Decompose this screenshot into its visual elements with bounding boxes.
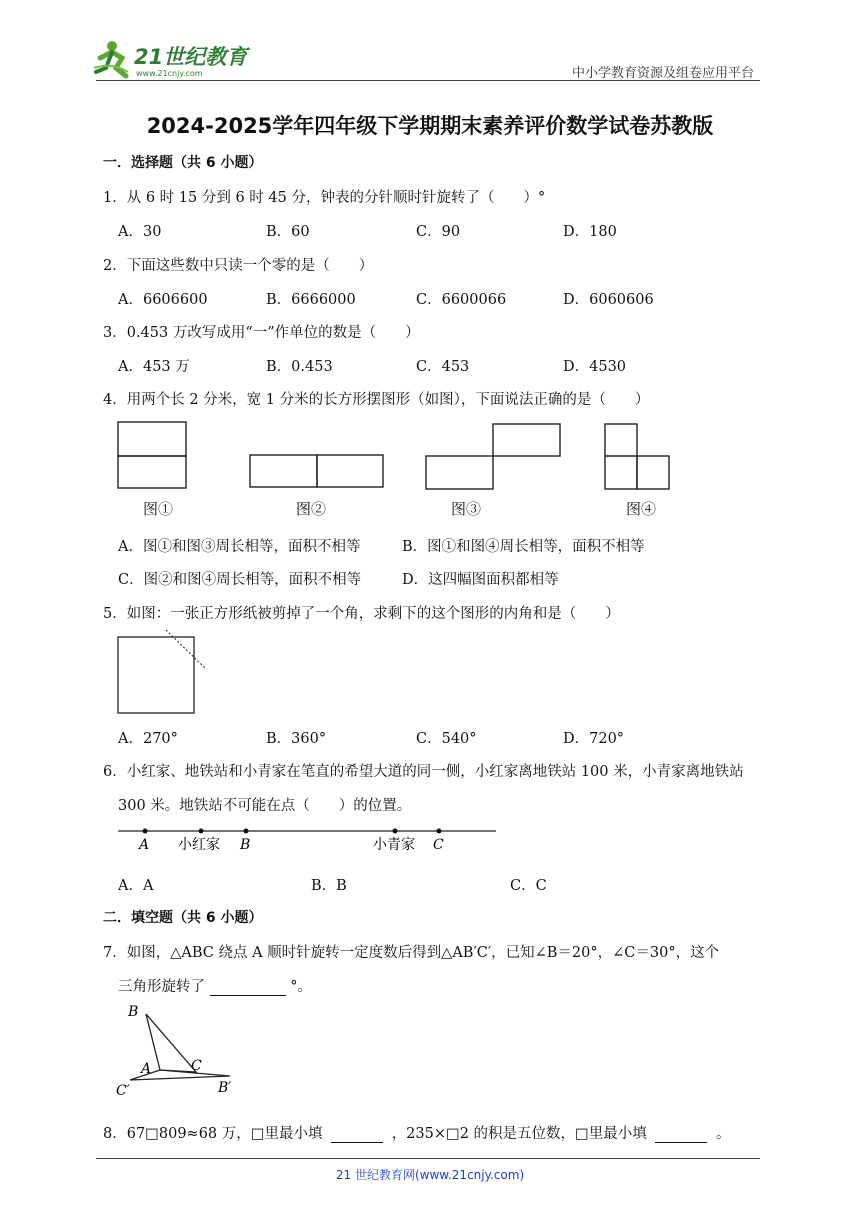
q6-road-line-figure	[110, 822, 510, 856]
fig3-rect-left	[426, 456, 493, 489]
q6-option-c: C．C	[510, 878, 547, 894]
q5-option-b: B．360°	[266, 731, 327, 747]
q6-option-b: B．B	[311, 878, 347, 894]
logo-text: 21世纪教育	[134, 45, 248, 69]
q5-option-c: C．540°	[416, 731, 477, 747]
q5-option-d: D．720°	[563, 731, 625, 747]
q6-option-a: A．A	[118, 878, 154, 894]
fig4-label: 图④	[626, 500, 657, 518]
fig1-rect-top	[118, 422, 186, 456]
question-6-stem-line2: 300 米。地铁站不可能在点（ ）的位置。	[118, 798, 412, 814]
q3-option-b: B．0.453	[266, 359, 333, 375]
q3-option-a: A．453 万	[118, 359, 190, 375]
section-choice-heading: 一．选择题（共 6 小题）	[103, 155, 263, 171]
question-1-stem: 1．从 6 时 15 分到 6 时 45 分，钟表的分针顺时针旋转了（ ）°	[103, 190, 546, 206]
label-c: C	[191, 1058, 202, 1074]
fig1-rect-bottom	[118, 456, 186, 488]
q4-option-b: B．图①和图④周长相等，面积不相等	[402, 539, 645, 555]
q7-text-after-blank: °。	[290, 979, 312, 995]
question-7-stem-line2	[118, 975, 312, 996]
footer-site-link[interactable]: 21 世纪教育网(www.21cnjy.com)	[335, 1168, 525, 1182]
point-xiaohong	[199, 829, 204, 834]
label-c: C	[433, 837, 444, 853]
q8-part1: 8．67□809≈68 万，□里最小填	[103, 1126, 323, 1142]
fig2-label: 图②	[296, 500, 327, 518]
label-c-prime: C′	[116, 1083, 130, 1099]
point-b	[244, 829, 249, 834]
q1-option-b: B．60	[266, 224, 310, 240]
q4-rectangles-figure	[110, 418, 680, 492]
q3-option-d: D．4530	[563, 359, 627, 375]
fig3-label: 图③	[451, 500, 482, 518]
site-logo	[92, 38, 262, 80]
platform-name: 中小学教育资源及组卷应用平台	[571, 66, 754, 81]
point-xiaoqing	[393, 829, 398, 834]
q7-text-before-blank: 三角形旋转了	[118, 979, 205, 995]
question-2-stem: 2．下面这些数中只读一个零的是（ ）	[103, 258, 374, 274]
section-fill-heading: 二．填空题（共 6 小题）	[103, 910, 263, 926]
header-divider	[96, 80, 760, 81]
q3-option-c: C．453	[416, 359, 470, 375]
q8-answer-blank-2	[655, 1126, 707, 1143]
footer-divider	[96, 1158, 760, 1159]
q1-option-a: A．30	[118, 224, 162, 240]
q8-part3: 。	[715, 1126, 731, 1142]
fig3-rect-right	[493, 424, 560, 456]
fig2-rect-right	[317, 455, 383, 487]
q4-option-a: A．图①和图③周长相等，面积不相等	[118, 539, 361, 555]
q8-part2: ，235×□2 的积是五位数，□里最小填	[391, 1126, 647, 1142]
label-a: A	[141, 1061, 152, 1077]
q1-option-c: C．90	[416, 224, 461, 240]
q7-answer-blank	[210, 979, 286, 996]
q8-answer-blank-1	[331, 1126, 383, 1143]
fig1-label: 图①	[143, 500, 174, 518]
label-a: A	[139, 837, 150, 853]
question-5-stem: 5．如图：一张正方形纸被剪掉了一个角，求剩下的这个图形的内角和是（ ）	[103, 606, 620, 622]
q2-option-b: B．6666000	[266, 292, 356, 308]
q5-option-a: A．270°	[118, 731, 178, 747]
point-c	[437, 829, 442, 834]
fig2-rect-left	[250, 455, 317, 487]
page-title: 2024-2025学年四年级下学期期末素养评价数学试卷苏教版	[146, 114, 714, 138]
question-3-stem: 3．0.453 万改写成用“一”作单位的数是（ ）	[103, 325, 420, 341]
point-a	[143, 829, 148, 834]
label-xiaohong: 小红家	[178, 837, 220, 853]
runner-logo-icon	[94, 41, 128, 76]
q4-option-d: D．这四幅图面积都相等	[402, 572, 559, 588]
label-b: B	[128, 1004, 139, 1020]
fig4-rect-horizontal-part	[637, 456, 669, 489]
label-xiaoqing: 小青家	[373, 837, 415, 853]
question-7-stem-line1: 7．如图，△ABC 绕点 A 顺时针旋转一定度数后得到△AB′C′，已知∠B＝20°，∠C＝30°，这个	[103, 945, 720, 961]
question-8-stem	[103, 1122, 730, 1143]
q4-option-c: C．图②和图④周长相等，面积不相等	[118, 572, 362, 588]
logo-url: www.21cnjy.com	[136, 69, 203, 78]
q2-option-d: D．6060606	[563, 292, 654, 308]
q7-triangle-figure	[110, 1000, 240, 1099]
question-6-stem-line1: 6．小红家、地铁站和小青家在笔直的希望大道的同一侧，小红家离地铁站 100 米，小青家离地铁站	[103, 764, 744, 780]
q5-square-figure	[110, 630, 210, 720]
q1-option-d: D．180	[563, 224, 617, 240]
label-b-prime: B′	[218, 1080, 232, 1096]
square-paper	[118, 637, 194, 713]
question-4-stem: 4．用两个长 2 分米，宽 1 分米的长方形摆图形（如图），下面说法正确的是（ ）	[103, 392, 650, 408]
label-b: B	[240, 837, 251, 853]
q2-option-a: A．6606600	[118, 292, 208, 308]
cut-line	[166, 630, 205, 668]
q2-option-c: C．6600066	[416, 292, 507, 308]
triangle-abc	[146, 1014, 196, 1072]
